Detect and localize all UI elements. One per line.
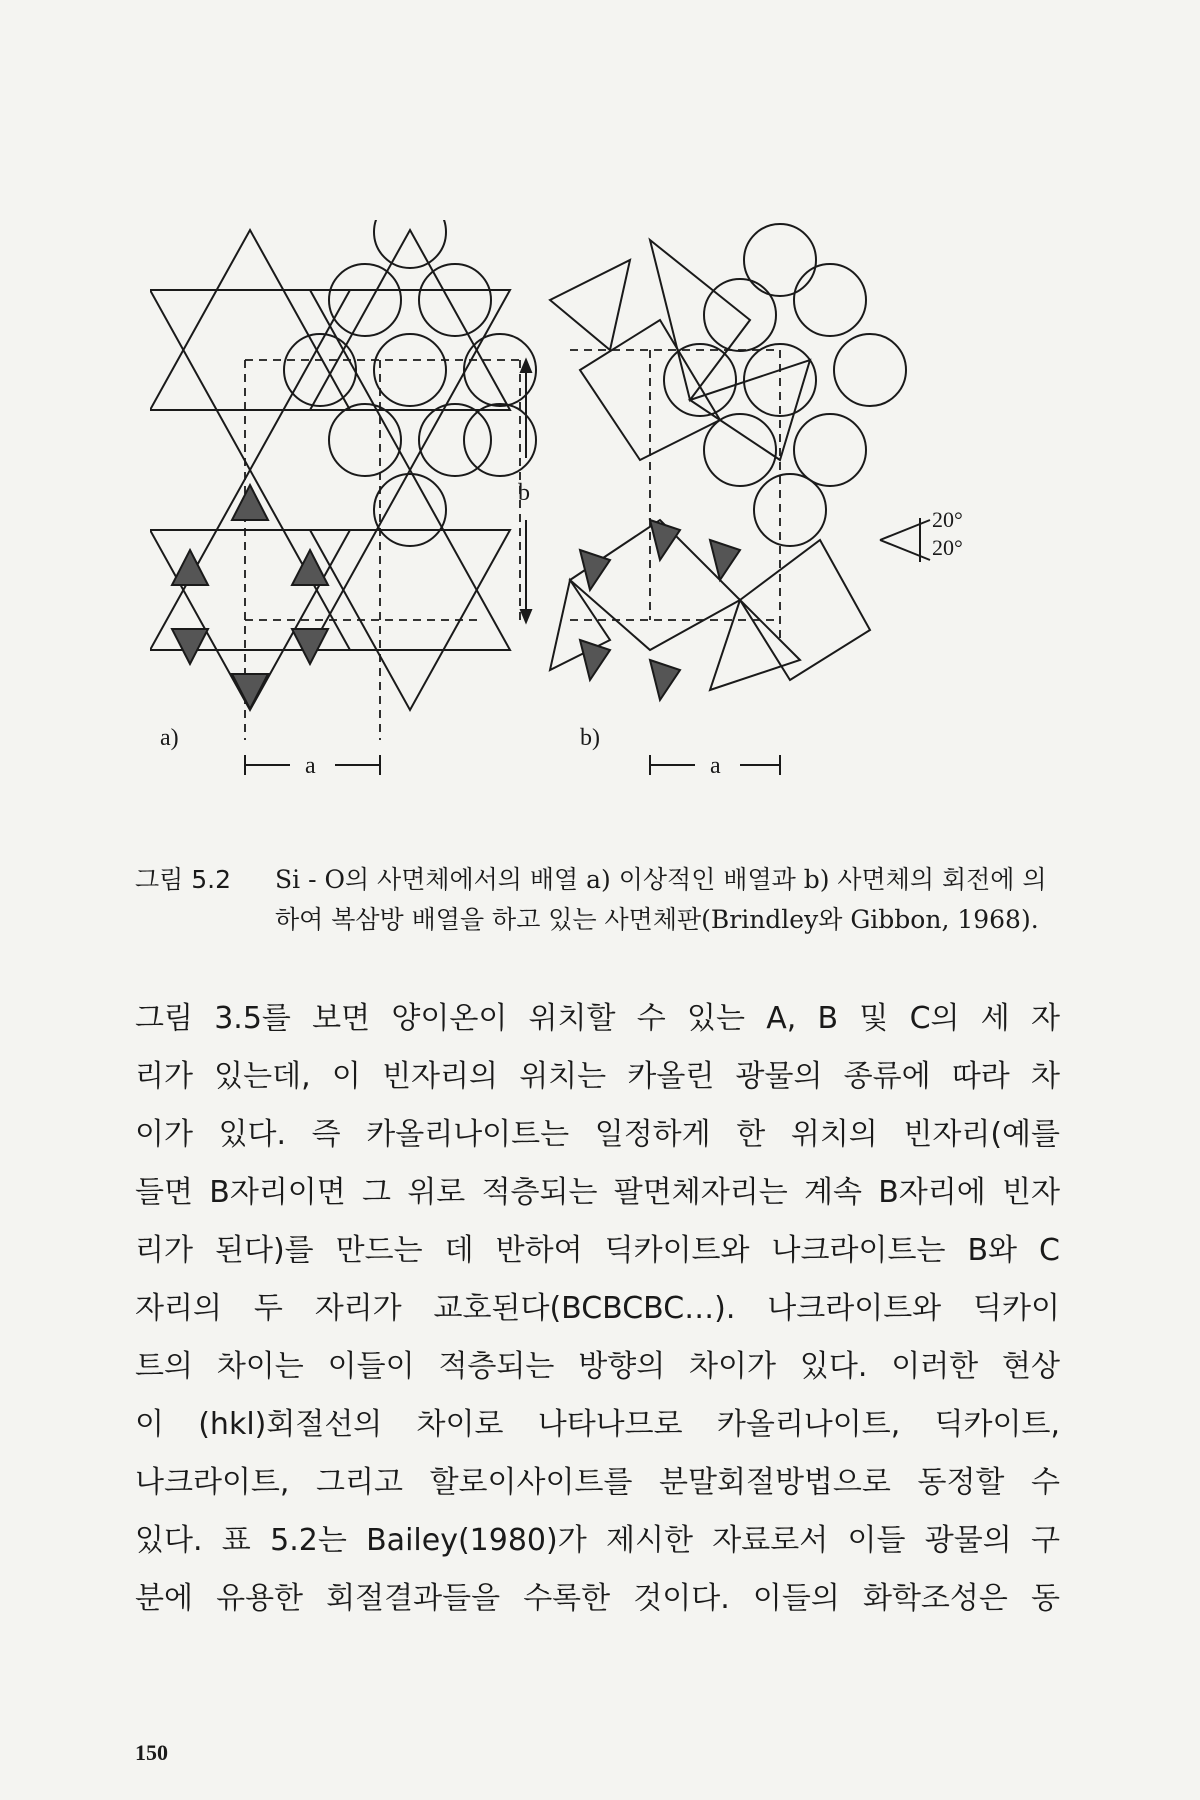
paragraph-line: 있다. 표 5.2는 Bailey(1980)가 제시한 자료로서 이들 광물의 구 [135,1523,1060,1558]
paragraph-line: 분에 유용한 회절결과들을 수록한 것이다. 이들의 화학조성은 동 [135,1581,1060,1616]
panel-a-label: a) [160,725,179,751]
page-number: 150 [135,1740,168,1765]
caption-text: Si - O의 사면체에서의 배열 a) 이상적인 배열과 b) 사면체의 회전에 의하여 복삼방 배열을 하고 있는 사면체판(Brindley와 Gibbon, 1968). [275,865,1047,934]
body-paragraph [135,990,1060,1628]
paragraph-line: 나크라이트, 그리고 할로이사이트를 분말회절방법으로 동정할 수 [135,1465,1060,1500]
paragraph-line: 이 (hkl)회절선의 차이로 나타나므로 카올리나이트, 딕카이트, [135,1407,1060,1442]
paragraph-line: 리가 있는데, 이 빈자리의 위치는 카올린 광물의 종류에 따라 차 [135,1059,1060,1094]
paragraph-line: 자리의 두 자리가 교호된다(BCBCBC…). 나크라이트와 딕카이 [135,1291,1060,1326]
paragraph-line: 이가 있다. 즉 카올리나이트는 일정하게 한 위치의 빈자리(예를 [135,1117,1060,1152]
dimension-a-left-label: a [305,753,316,779]
panel-b-label: b) [580,725,600,751]
dimension-b-label: b [518,480,530,506]
paragraph-line: 그림 3.5를 보면 양이온이 위치할 수 있는 A, B 및 C의 세 자 [135,1001,1060,1036]
figure-caption [135,860,1055,940]
panel-b-drawing [550,224,930,700]
dimension-a-right-label: a [710,753,721,779]
panel-a-drawing [150,220,536,740]
caption-label: 그림 5.2 [135,865,232,894]
angle-label-bottom: 20° [932,535,963,560]
angle-label-top: 20° [932,507,963,532]
a-dimension-arrows [245,755,780,775]
paragraph-line: 트의 차이는 이들이 적층되는 방향의 차이가 있다. 이러한 현상 [135,1349,1060,1384]
paragraph-line: 들면 B자리이면 그 위로 적층되는 팔면체자리는 계속 B자리에 빈자 [135,1175,1060,1210]
figure-5-2 [150,220,1050,860]
paragraph-line: 리가 된다)를 만드는 데 반하여 딕카이트와 나크라이트는 B와 C [135,1233,1060,1268]
